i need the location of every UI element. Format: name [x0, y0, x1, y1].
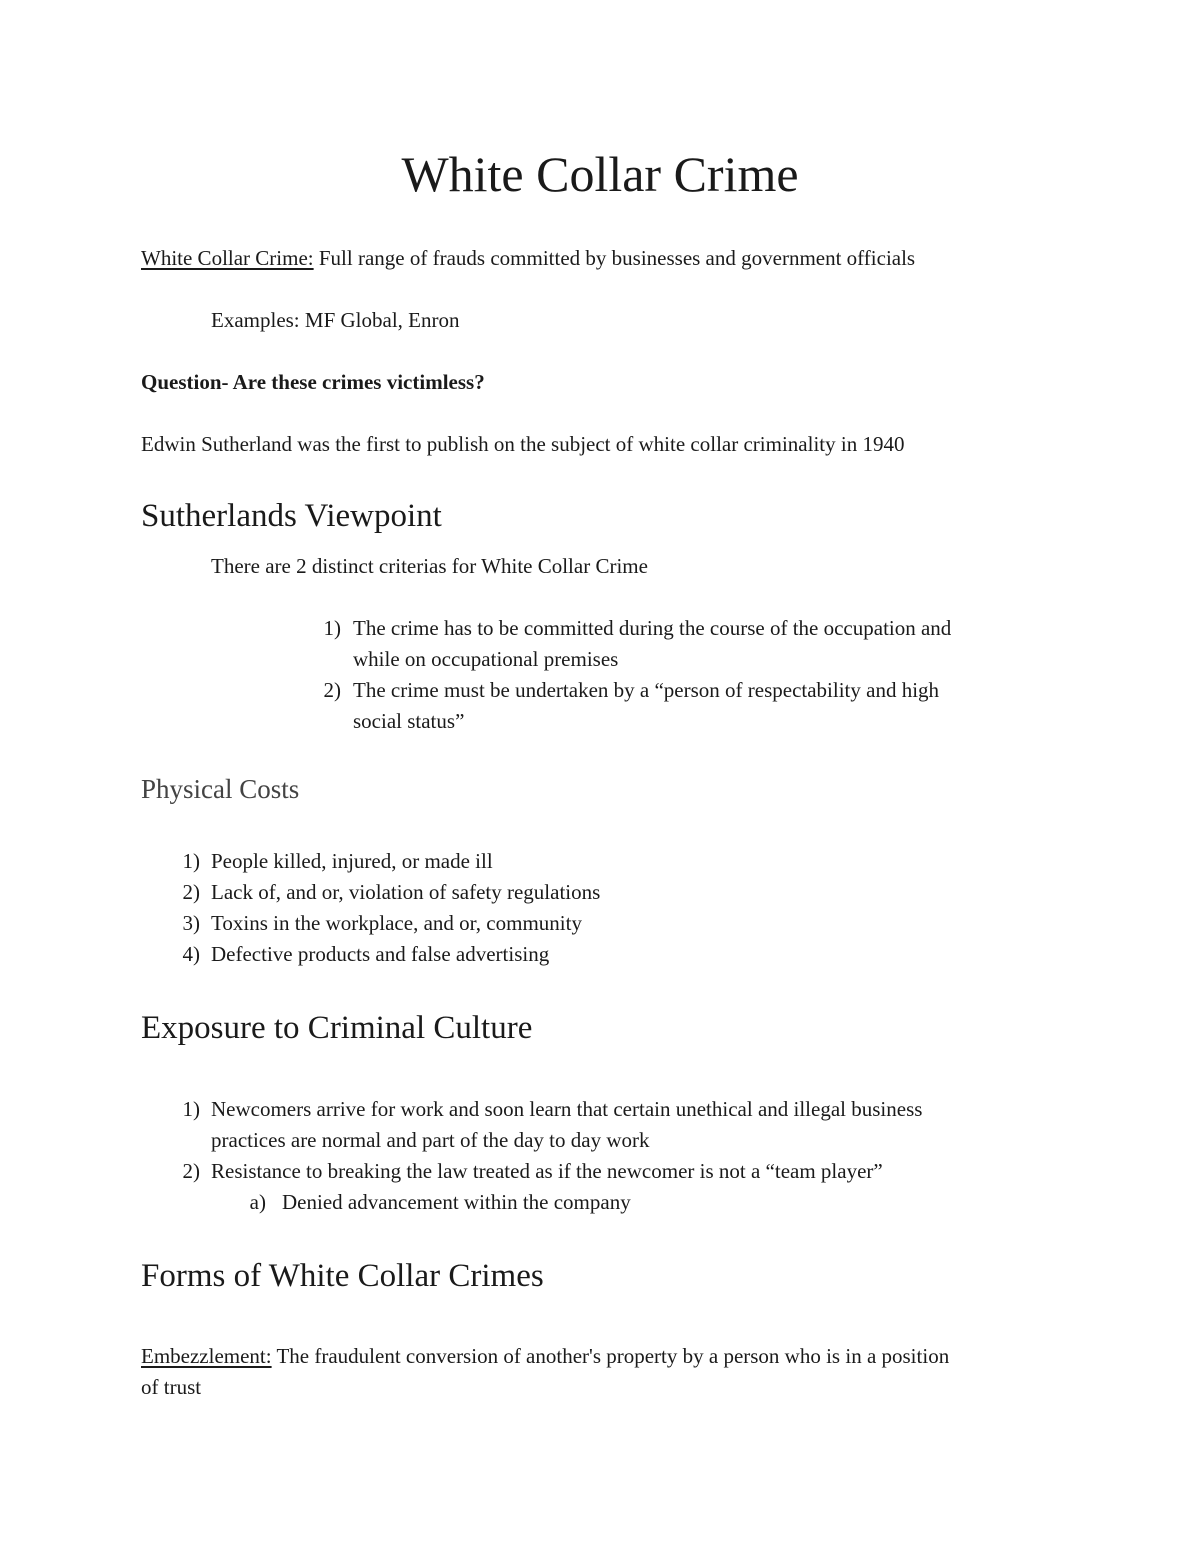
heading-forms-white-collar-crimes: Forms of White Collar Crimes: [141, 1258, 544, 1294]
definition-text: Full range of frauds committed by businesses and government officials: [313, 246, 916, 270]
list-item-text: The crime has to be committed during the course of the occupation and: [353, 616, 952, 640]
list-item-number: 1): [182, 849, 200, 873]
list-item-number: 1): [182, 1097, 200, 1121]
list-item-text: while on occupational premises: [353, 647, 619, 671]
list-item-number: 2): [323, 678, 341, 702]
definition-paragraph: [141, 243, 915, 274]
examples-line: Examples: MF Global, Enron: [211, 308, 460, 332]
definition-term: White Collar Crime:: [141, 246, 314, 270]
list-item-text: People killed, injured, or made ill: [211, 849, 493, 873]
page-title: White Collar Crime: [401, 146, 799, 202]
sublist-item-letter: a): [249, 1190, 266, 1214]
embezzlement-paragraph: [141, 1341, 949, 1372]
sublist-item-text: Denied advancement within the company: [282, 1190, 631, 1214]
list-item-number: 3): [182, 911, 200, 935]
list-item-text: The crime must be undertaken by a “person of respectability and high: [353, 678, 940, 702]
list-item-text: Toxins in the workplace, and or, community: [211, 911, 582, 935]
heading-exposure-criminal-culture: Exposure to Criminal Culture: [141, 1010, 533, 1046]
viewpoint-intro: There are 2 distinct criterias for White Collar Crime: [211, 554, 648, 578]
list-item-text: practices are normal and part of the day to day work: [211, 1128, 650, 1152]
sutherland-intro: Edwin Sutherland was the first to publish on the subject of white collar criminality in 1940: [141, 432, 905, 456]
list-item-number: 4): [182, 942, 200, 966]
list-item-number: 1): [323, 616, 341, 640]
heading-sutherlands-viewpoint: Sutherlands Viewpoint: [141, 498, 442, 534]
embezzlement-term: Embezzlement:: [141, 1344, 272, 1368]
list-item-text: Resistance to breaking the law treated as if the newcomer is not a “team player”: [211, 1159, 883, 1183]
list-item-number: 2): [182, 880, 200, 904]
list-item-text: Newcomers arrive for work and soon learn that certain unethical and illegal business: [211, 1097, 923, 1121]
list-item-text: Lack of, and or, violation of safety regulations: [211, 880, 601, 904]
list-item-text: Defective products and false advertising: [211, 942, 550, 966]
heading-physical-costs: Physical Costs: [141, 774, 300, 804]
embezzlement-text-continued: of trust: [141, 1375, 202, 1399]
list-item-text: social status”: [353, 709, 465, 733]
list-item-number: 2): [182, 1159, 200, 1183]
embezzlement-text: The fraudulent conversion of another's property by a person who is in a position: [271, 1344, 950, 1368]
question-line: Question- Are these crimes victimless?: [141, 370, 485, 394]
